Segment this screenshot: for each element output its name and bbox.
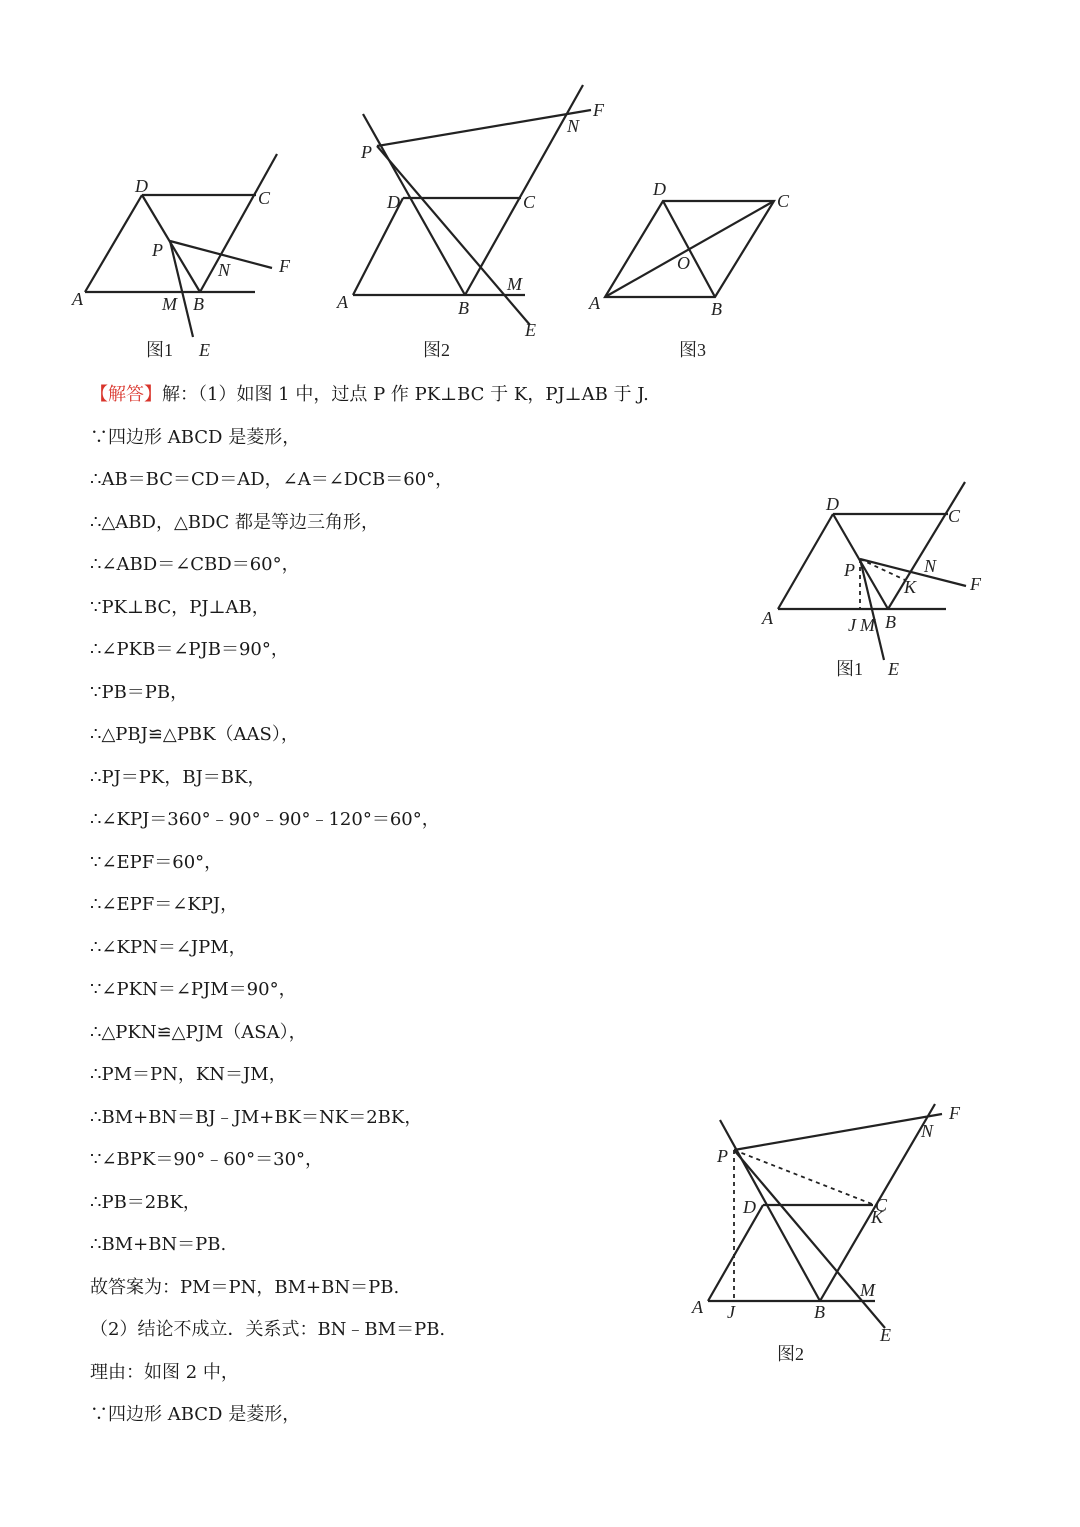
- label-d: D: [135, 176, 148, 196]
- segment-ad: [353, 198, 403, 295]
- ray-pe: [377, 146, 530, 325]
- label-a: A: [692, 1297, 703, 1317]
- label-c: C: [258, 188, 271, 208]
- figure-side-2-svg: [685, 1098, 985, 1373]
- solution-line-6: ∵PK⊥BC，PJ⊥AB，: [90, 596, 270, 618]
- solution-line-15: ∵∠PKN＝∠PJM＝90°，: [90, 979, 297, 1000]
- label-f: F: [279, 256, 290, 276]
- segment-ad: [708, 1205, 763, 1301]
- label-p: P: [361, 142, 372, 162]
- solution-line-7: ∴∠PKB＝∠PJB＝90°，: [90, 639, 289, 660]
- label-e: E: [525, 320, 536, 340]
- solution-line-13: ∴∠EPF＝∠KPJ，: [90, 894, 239, 915]
- solution-line-11: ∴∠KPJ＝360°﹣90°﹣90°﹣120°＝60°，: [90, 809, 440, 830]
- label-b: B: [814, 1302, 825, 1322]
- figure-top-3: [585, 175, 805, 365]
- label-d: D: [653, 179, 666, 199]
- label-m: M: [860, 615, 875, 635]
- label-k: K: [871, 1207, 884, 1227]
- segment-ad: [85, 195, 142, 292]
- label-p: P: [152, 240, 163, 260]
- solution-first-line: [90, 383, 649, 407]
- label-f: F: [593, 100, 604, 120]
- label-c: C: [523, 192, 536, 212]
- label-c: C: [875, 1195, 888, 1215]
- label-e: E: [888, 659, 899, 679]
- label-m: M: [507, 274, 522, 294]
- label-n: N: [567, 116, 580, 136]
- label-p: P: [844, 560, 855, 580]
- label-b: B: [711, 299, 722, 319]
- solution-line-16: ∴△PKN≌△PJM（ASA），: [90, 1021, 307, 1043]
- label-a: A: [589, 293, 600, 313]
- label-f: F: [949, 1103, 960, 1123]
- label-p: P: [717, 1146, 728, 1166]
- solution-line-17: ∴PM＝PN，KN＝JM，: [90, 1064, 287, 1085]
- line-bc: [200, 154, 277, 292]
- figure-side-1: [758, 478, 998, 688]
- solution-line-14: ∴∠KPN＝∠JPM，: [90, 936, 247, 958]
- label-n: N: [218, 260, 231, 280]
- label-c: C: [948, 506, 961, 526]
- figure-top-3-svg: [585, 175, 805, 365]
- label-j: J: [727, 1302, 735, 1322]
- solution-line-10: ∴PJ＝PK，BJ＝BK，: [90, 766, 266, 788]
- caption: 图3: [679, 340, 706, 360]
- label-d: D: [826, 494, 839, 514]
- ray-pe: [170, 241, 193, 337]
- solution-line-20: ∴PB＝2BK，: [90, 1191, 201, 1213]
- line-pb: [720, 1120, 820, 1301]
- label-k: K: [904, 577, 917, 597]
- caption: 图1: [146, 340, 173, 360]
- caption: 图1: [836, 659, 863, 679]
- label-f: F: [970, 574, 981, 594]
- solution-line-2: ∵四边形 ABCD 是菱形，: [90, 426, 301, 448]
- line-pb: [363, 114, 465, 295]
- solution-line-21: ∴BM+BN＝PB.: [90, 1234, 227, 1255]
- label-e: E: [880, 1325, 891, 1345]
- caption: 图2: [423, 340, 450, 360]
- label-a: A: [337, 292, 348, 312]
- solution-line-4: ∴△ABD，△BDC 都是等边三角形，: [90, 511, 379, 533]
- label-j: J: [848, 615, 856, 635]
- solution-tag: 【解答】: [90, 384, 162, 405]
- solution-line-8: ∵PB＝PB，: [90, 681, 189, 703]
- label-a: A: [72, 289, 83, 309]
- figure-top-2-svg: [325, 80, 625, 370]
- solution-line-25: ∵四边形 ABCD 是菱形，: [90, 1404, 301, 1425]
- label-m: M: [860, 1280, 875, 1300]
- line-bc: [465, 85, 583, 295]
- solution-line-3: ∴AB＝BC＝CD＝AD，∠A＝∠DCB＝60°，: [90, 469, 454, 490]
- segment-ad: [778, 514, 833, 609]
- label-b: B: [193, 294, 204, 314]
- solution-line-1: 解：（1）如图 1 中，过点 P 作 PK⊥BC 于 K，PJ⊥AB 于 J.: [162, 384, 649, 405]
- label-c: C: [777, 191, 790, 211]
- label-d: D: [387, 192, 400, 212]
- label-m: M: [162, 294, 177, 314]
- label-n: N: [924, 556, 937, 576]
- label-b: B: [885, 612, 896, 632]
- label-o: O: [677, 253, 690, 273]
- solution-line-12: ∵∠EPF＝60°，: [90, 851, 223, 873]
- figure-side-2: [685, 1098, 985, 1373]
- figure-side-1-svg: [758, 478, 998, 688]
- solution-line-19: ∵∠BPK＝90°﹣60°＝30°，: [90, 1149, 324, 1170]
- solution-line-18: ∴BM+BN＝BJ﹣JM+BK＝NK＝2BK，: [90, 1106, 423, 1128]
- solution-line-9: ∴△PBJ≌△PBK（AAS），: [90, 724, 299, 745]
- solution-line-22: 故答案为：PM＝PN，BM+BN＝PB.: [90, 1276, 400, 1298]
- label-d: D: [743, 1197, 756, 1217]
- label-b: B: [458, 298, 469, 318]
- diagonal-bd: [663, 201, 715, 297]
- caption: 图2: [777, 1344, 804, 1364]
- label-n: N: [921, 1121, 934, 1141]
- solution-line-5: ∴∠ABD＝∠CBD＝60°，: [90, 554, 300, 575]
- solution-line-24: 理由：如图 2 中，: [90, 1361, 239, 1383]
- label-a: A: [762, 608, 773, 628]
- figure-top-2: [325, 80, 625, 370]
- figure-top-1-svg: [60, 140, 300, 370]
- line-bc: [888, 482, 965, 609]
- label-e: E: [199, 340, 210, 360]
- figure-top-1: [60, 140, 300, 370]
- solution-line-23: （2）结论不成立．关系式：BN﹣BM＝PB.: [90, 1319, 446, 1340]
